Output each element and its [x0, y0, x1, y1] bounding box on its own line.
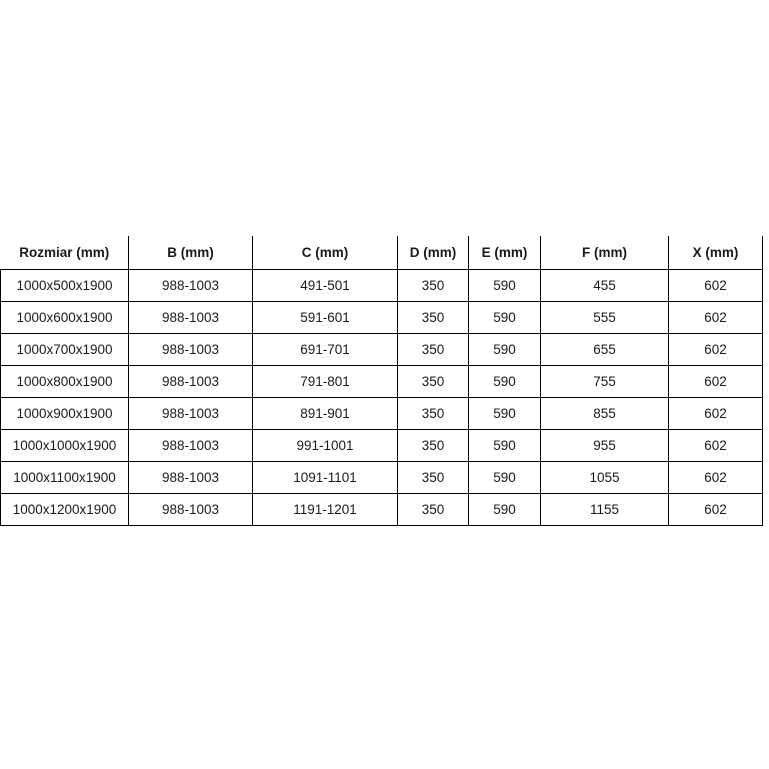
table-cell: 350 [398, 334, 469, 366]
table-row [1, 398, 763, 430]
table-cell: 988-1003 [129, 494, 253, 526]
column-header-6: X (mm) [669, 236, 763, 270]
table-cell: 988-1003 [129, 302, 253, 334]
table-cell: 602 [669, 366, 763, 398]
table-cell: 590 [469, 302, 541, 334]
table-cell: 691-701 [253, 334, 398, 366]
table-cell: 350 [398, 398, 469, 430]
table-cell: 988-1003 [129, 270, 253, 302]
table-row [1, 366, 763, 398]
table-cell: 590 [469, 398, 541, 430]
dimensions-table-container [0, 236, 763, 526]
table-cell: 755 [541, 366, 669, 398]
table-row [1, 334, 763, 366]
table-cell: 1000x1000x1900 [1, 430, 129, 462]
table-cell: 1000x500x1900 [1, 270, 129, 302]
table-row [1, 462, 763, 494]
table-cell: 491-501 [253, 270, 398, 302]
table-cell: 988-1003 [129, 398, 253, 430]
table-cell: 590 [469, 462, 541, 494]
dimensions-table [0, 236, 763, 526]
table-cell: 591-601 [253, 302, 398, 334]
table-cell: 1055 [541, 462, 669, 494]
header-row [1, 236, 763, 270]
table-cell: 988-1003 [129, 366, 253, 398]
table-cell: 602 [669, 302, 763, 334]
table-row [1, 270, 763, 302]
table-cell: 1155 [541, 494, 669, 526]
table-cell: 988-1003 [129, 430, 253, 462]
table-cell: 590 [469, 366, 541, 398]
table-cell: 590 [469, 334, 541, 366]
table-cell: 590 [469, 430, 541, 462]
table-cell: 1191-1201 [253, 494, 398, 526]
column-header-5: F (mm) [541, 236, 669, 270]
table-cell: 955 [541, 430, 669, 462]
table-cell: 988-1003 [129, 462, 253, 494]
table-cell: 1000x1200x1900 [1, 494, 129, 526]
table-cell: 655 [541, 334, 669, 366]
table-row [1, 302, 763, 334]
table-cell: 891-901 [253, 398, 398, 430]
table-cell: 350 [398, 494, 469, 526]
table-body [1, 270, 763, 526]
table-row [1, 430, 763, 462]
table-cell: 350 [398, 462, 469, 494]
table-cell: 350 [398, 270, 469, 302]
column-header-2: C (mm) [253, 236, 398, 270]
table-cell: 1000x900x1900 [1, 398, 129, 430]
table-cell: 350 [398, 430, 469, 462]
table-cell: 455 [541, 270, 669, 302]
column-header-4: E (mm) [469, 236, 541, 270]
table-header [1, 236, 763, 270]
table-cell: 350 [398, 366, 469, 398]
column-header-1: B (mm) [129, 236, 253, 270]
table-cell: 602 [669, 270, 763, 302]
table-cell: 602 [669, 494, 763, 526]
table-cell: 602 [669, 430, 763, 462]
column-header-3: D (mm) [398, 236, 469, 270]
table-cell: 1000x700x1900 [1, 334, 129, 366]
table-cell: 602 [669, 334, 763, 366]
table-cell: 855 [541, 398, 669, 430]
table-cell: 991-1001 [253, 430, 398, 462]
table-cell: 350 [398, 302, 469, 334]
table-cell: 1000x1100x1900 [1, 462, 129, 494]
table-cell: 590 [469, 270, 541, 302]
table-cell: 1091-1101 [253, 462, 398, 494]
table-cell: 1000x600x1900 [1, 302, 129, 334]
table-cell: 791-801 [253, 366, 398, 398]
table-cell: 590 [469, 494, 541, 526]
table-cell: 602 [669, 462, 763, 494]
table-cell: 602 [669, 398, 763, 430]
table-cell: 988-1003 [129, 334, 253, 366]
column-header-0: Rozmiar (mm) [1, 236, 129, 270]
table-row [1, 494, 763, 526]
table-cell: 555 [541, 302, 669, 334]
table-cell: 1000x800x1900 [1, 366, 129, 398]
